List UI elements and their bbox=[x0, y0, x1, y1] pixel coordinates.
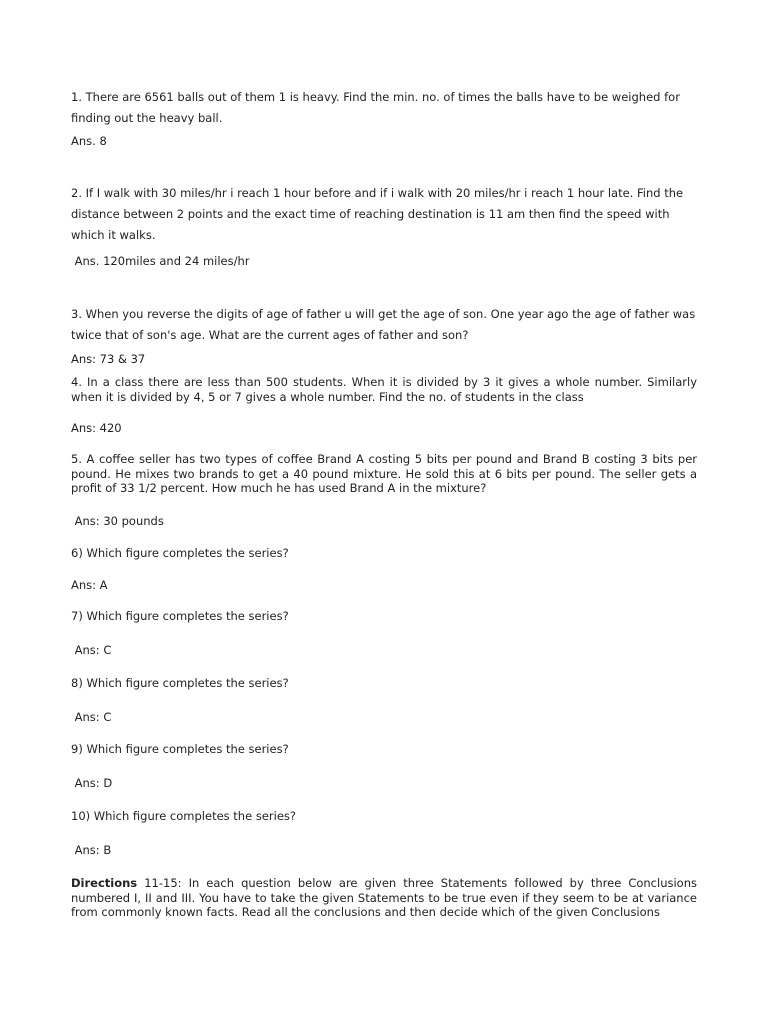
answer-8: Ans: C bbox=[71, 710, 112, 724]
answer-7: Ans: C bbox=[71, 643, 112, 657]
answer-2: Ans. 120miles and 24 miles/hr bbox=[71, 254, 250, 268]
question-3: 3. When you reverse the digits of age of father u will get the age of son. One year ago the age of father was twice that of son's age. What are the current ages of father and son? bbox=[71, 307, 696, 342]
question-4: 4. In a class there are less than 500 students. When it is divided by 3 it gives a whole number. Similarly when it is divided by 4, 5 or 7 gives a whole number. Find the no. of students in the class bbox=[71, 375, 697, 404]
directions-paragraph bbox=[71, 876, 697, 920]
question-1: 1. There are 6561 balls out of them 1 is heavy. Find the min. no. of times the balls have to be weighed for finding out the heavy ball. bbox=[71, 90, 680, 125]
question-10: 10) Which figure completes the series? bbox=[71, 809, 296, 823]
answer-4: Ans: 420 bbox=[71, 421, 122, 435]
question-8: 8) Which figure completes the series? bbox=[71, 676, 289, 690]
answer-6: Ans: A bbox=[71, 578, 108, 592]
question-5: 5. A coffee seller has two types of coffee Brand A costing 5 bits per pound and Brand B costing 3 bits per pound. He mixes two brands to get a 40 pound mixture. He sold this at 6 bits per pound. The seller gets a profit of 33 1/2 percent. How much he has used Brand A in the mixture? bbox=[71, 452, 697, 495]
question-9: 9) Which figure completes the series? bbox=[71, 742, 289, 756]
directions-label: Directions bbox=[71, 876, 138, 890]
answer-1: Ans. 8 bbox=[71, 134, 107, 148]
answer-3: Ans: 73 & 37 bbox=[71, 352, 146, 366]
answer-9: Ans: D bbox=[71, 776, 113, 790]
question-7: 7) Which figure completes the series? bbox=[71, 609, 289, 623]
directions-text: 11-15: In each question below are given three Statements followed by three Conclusions numbered I, II and III. You have to take the given Statements to be true even if they seem to be at variance from commonly known facts. Read all the conclusions and then decide which of the given Conclusions bbox=[71, 876, 697, 919]
answer-5: Ans: 30 pounds bbox=[71, 514, 164, 528]
question-6: 6) Which figure completes the series? bbox=[71, 546, 289, 560]
answer-10: Ans: B bbox=[71, 843, 112, 857]
question-2: 2. If I walk with 30 miles/hr i reach 1 hour before and if i walk with 20 miles/hr i reach 1 hour late. Find the distance between 2 points and the exact time of reaching destination is 11 am then find the speed with which it walks. bbox=[71, 186, 684, 242]
